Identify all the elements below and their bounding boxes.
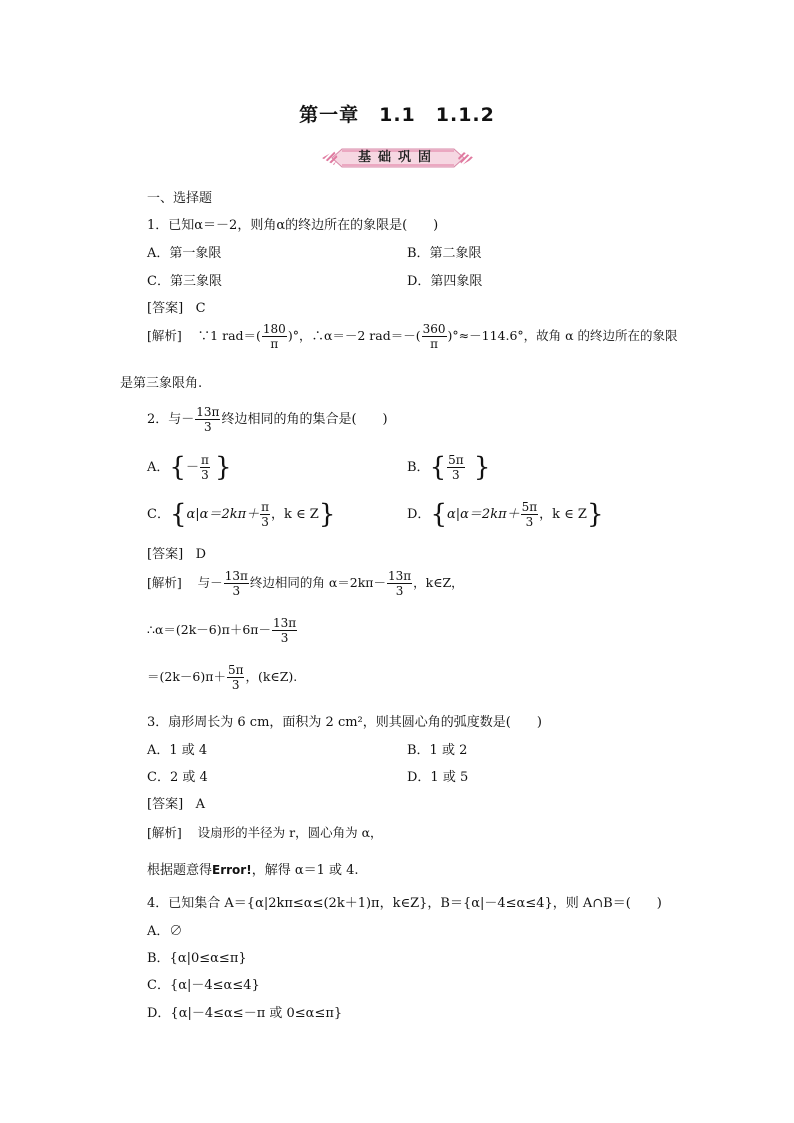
analysis-tag: [解析] <box>147 328 182 343</box>
analysis-text: )°，∴α＝－2 rad＝－( <box>287 328 421 343</box>
question-4-stem: 4．已知集合 A＝{α|2kπ≤α≤(2k＋1)π，k∈Z}，B＝{α|－4≤α≤4}，则 A∩B＝( ) <box>147 896 662 911</box>
right-brace-icon: } <box>318 499 336 530</box>
analysis-text: )°≈－114.6°，故角 α 的终边所在的象限 <box>447 328 678 343</box>
answer-tag: [答案] <box>147 547 184 562</box>
stem-text: 2．与－ <box>147 412 195 427</box>
denominator: 3 <box>280 631 289 645</box>
answer-value: C <box>195 301 206 316</box>
numerator: π <box>261 500 270 514</box>
analysis-text: 设扇形的半径为 r，圆心角为 α， <box>197 825 383 840</box>
denominator: π <box>430 337 439 351</box>
answer-tag: [答案] <box>147 797 184 812</box>
stem-text: 终边相同的角的集合是( ) <box>221 412 388 427</box>
fraction <box>422 322 447 351</box>
denominator: 3 <box>395 584 404 598</box>
denominator: 3 <box>204 420 212 434</box>
fraction <box>387 569 412 598</box>
section-heading: 一、选择题 <box>147 191 213 206</box>
numerator: π <box>200 453 209 467</box>
option-text: ，k ∈ Z <box>539 507 587 522</box>
q3-analysis-line2 <box>147 859 359 878</box>
right-brace-icon: } <box>586 499 604 530</box>
q2-analysis-line1 <box>147 569 464 598</box>
q2-option-b <box>407 453 490 482</box>
option-label: B． <box>407 460 430 475</box>
numerator: 13π <box>273 616 297 630</box>
numerator: 180 <box>262 322 286 336</box>
q3-option-d: D．1 或 5 <box>407 770 469 785</box>
q1-answer <box>147 297 206 316</box>
right-brace-icon: } <box>473 452 491 483</box>
fraction <box>227 663 245 692</box>
fraction <box>200 453 210 482</box>
option-text: ，k ∈ Z <box>271 507 319 522</box>
fraction <box>260 500 270 529</box>
option-label: D． <box>407 507 431 522</box>
denominator: 3 <box>232 584 241 598</box>
option-label: C． <box>147 507 170 522</box>
analysis-text: ∵1 rad＝( <box>197 328 261 343</box>
question-1-stem: 1．已知α＝－2，则角α的终边所在的象限是( ) <box>147 218 439 233</box>
fraction <box>262 322 287 351</box>
q2-analysis-line3 <box>147 663 297 692</box>
numerator: 5π <box>448 453 464 467</box>
numerator: 360 <box>422 322 446 336</box>
denominator: 3 <box>525 515 534 529</box>
left-brace-icon: { <box>169 452 186 483</box>
q3-answer <box>147 793 205 812</box>
analysis-text: ，k∈Z， <box>413 575 464 590</box>
numerator: 5π <box>227 663 244 677</box>
denominator: π <box>270 337 279 351</box>
option-text: α|α＝2kπ＋ <box>446 507 520 522</box>
q3-option-b: B．1 或 2 <box>407 743 468 758</box>
q1-analysis <box>147 322 678 351</box>
left-brace-icon: { <box>430 499 447 530</box>
error-marker: Error! <box>212 863 252 877</box>
q2-option-d <box>407 500 604 529</box>
q4-option-a: A．∅ <box>147 924 183 939</box>
q1-option-d: D．第四象限 <box>407 274 483 289</box>
analysis-text: 与－ <box>197 575 223 590</box>
q2-analysis-line2 <box>147 616 298 645</box>
option-text: － <box>185 460 199 475</box>
q1-analysis-line2: 是第三象限角. <box>120 376 203 391</box>
q3-analysis <box>147 823 383 841</box>
q4-option-b: B．{α|0≤α≤π} <box>147 951 247 966</box>
analysis-tag: [解析] <box>147 825 182 840</box>
fraction <box>224 569 249 598</box>
q4-option-d: D．{α|－4≤α≤－π 或 0≤α≤π} <box>147 1006 343 1021</box>
analysis-text: ，解得 α＝1 或 4. <box>251 863 359 878</box>
numerator: 5π <box>521 500 538 514</box>
analysis-text: ∴α＝(2k－6)π＋6π－ <box>147 622 272 637</box>
numerator: 13π <box>388 569 412 583</box>
fraction <box>272 616 297 645</box>
answer-value: D <box>195 547 206 562</box>
section-banner <box>322 147 474 169</box>
option-label: A． <box>147 460 170 475</box>
q2-option-c <box>147 500 335 529</box>
analysis-tag: [解析] <box>147 575 182 590</box>
page-title: 第一章 1.1 1.1.2 <box>299 104 495 126</box>
analysis-text: ＝(2k－6)π＋ <box>147 669 226 684</box>
option-text: α|α＝2kπ＋ <box>186 507 260 522</box>
denominator: 3 <box>231 678 240 692</box>
analysis-text: 终边相同的角 α＝2kπ－ <box>249 575 387 590</box>
fraction <box>195 405 220 434</box>
denominator: 3 <box>201 468 209 482</box>
fraction <box>447 453 465 482</box>
question-3-stem: 3．扇形周长为 6 cm，面积为 2 cm²，则其圆心角的弧度数是( ) <box>147 715 542 730</box>
q1-option-c: C．第三象限 <box>147 274 222 289</box>
q1-option-a: A．第一象限 <box>147 246 222 261</box>
denominator: 3 <box>261 515 269 529</box>
numerator: 13π <box>224 569 248 583</box>
denominator: 3 <box>452 468 460 482</box>
q2-answer <box>147 543 206 562</box>
q4-option-c: C．{α|－4≤α≤4} <box>147 978 260 993</box>
answer-value: A <box>195 797 205 812</box>
analysis-text: 根据题意得 <box>147 863 213 878</box>
q2-option-a <box>147 453 232 482</box>
question-2-stem <box>147 405 388 434</box>
answer-tag: [答案] <box>147 301 184 316</box>
q1-option-b: B．第二象限 <box>407 246 482 261</box>
analysis-text: ，(k∈Z). <box>245 669 298 684</box>
q3-option-c: C．2 或 4 <box>147 770 208 785</box>
right-brace-icon: } <box>214 452 232 483</box>
numerator: 13π <box>196 405 220 419</box>
fraction <box>521 500 539 529</box>
left-brace-icon: { <box>429 452 447 483</box>
left-brace-icon: { <box>169 499 187 530</box>
q3-option-a: A．1 或 4 <box>147 743 208 758</box>
banner-label: 基础巩固 <box>357 150 438 165</box>
